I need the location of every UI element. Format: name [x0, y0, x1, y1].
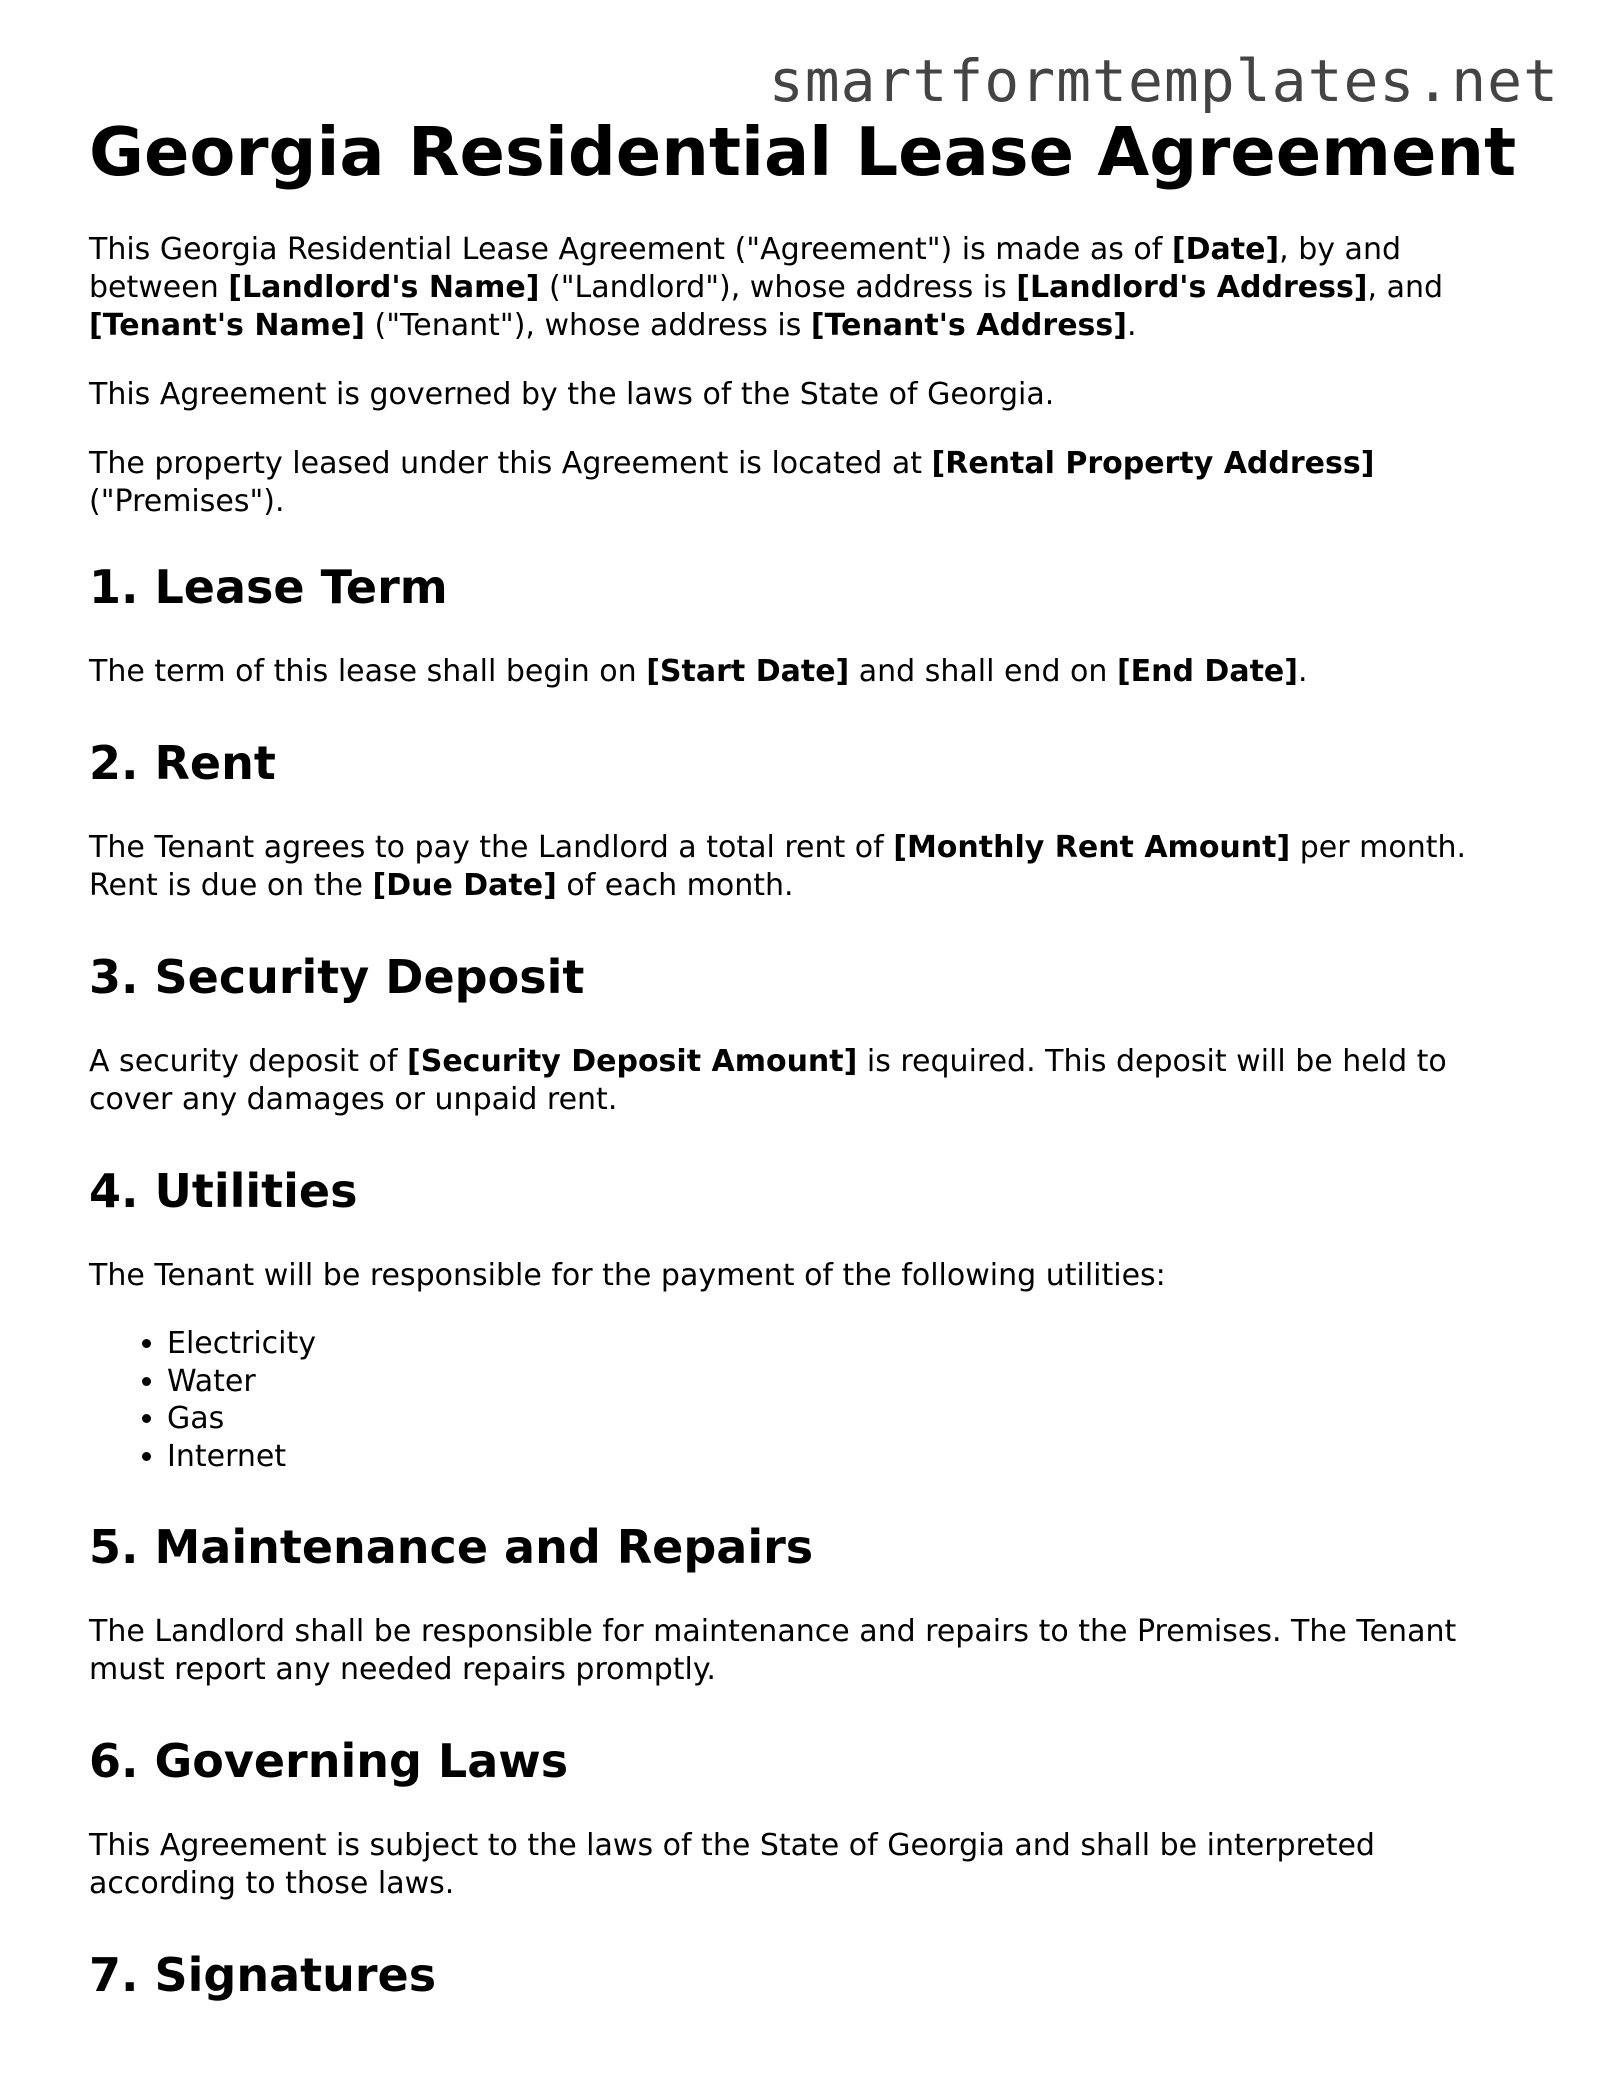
rental-address-placeholder: [Rental Property Address] — [931, 446, 1375, 481]
lease-term-text-2: and shall end on — [849, 654, 1117, 689]
lease-term-text-3: . — [1297, 654, 1308, 689]
deposit-text-1: A security deposit of — [89, 1044, 407, 1079]
intro-text-5: ("Tenant"), whose address is — [365, 308, 811, 343]
rent-heading: 2. Rent — [89, 736, 276, 790]
intro-text-4: , and — [1367, 270, 1444, 305]
utilities-paragraph: The Tenant will be responsible for the payment of the following utilities: — [89, 1258, 1166, 1293]
lease-term-paragraph — [89, 653, 1529, 691]
tenant-address-placeholder: [Tenant's Address] — [810, 308, 1127, 343]
list-item: • Electricity — [167, 1325, 1529, 1363]
list-item: • Internet — [167, 1438, 1529, 1476]
rent-text-3: of each month. — [556, 868, 794, 903]
landlord-address-placeholder: [Landlord's Address] — [1016, 270, 1368, 305]
deposit-text-2: is required. This deposit will be held to cover any damages or unpaid rent. — [89, 1044, 1447, 1117]
deposit-amount-placeholder: [Security Deposit Amount] — [407, 1044, 858, 1079]
document-title: Georgia Residential Lease Agreement — [89, 113, 1517, 191]
date-placeholder: [Date] — [1171, 232, 1280, 267]
utilities-heading: 4. Utilities — [89, 1164, 358, 1218]
maintenance-heading: 5. Maintenance and Repairs — [89, 1520, 814, 1574]
premises-text-1: The property leased under this Agreement is located at — [89, 446, 932, 481]
rent-text-1: The Tenant agrees to pay the Landlord a total rent of — [89, 830, 894, 865]
utilities-list — [89, 1325, 1529, 1475]
intro-paragraph — [89, 231, 1529, 345]
premises-paragraph — [89, 445, 1529, 521]
security-deposit-paragraph — [89, 1043, 1529, 1119]
lease-term-text-1: The term of this lease shall begin on — [89, 654, 647, 689]
site-watermark: smartformtemplates.net — [768, 47, 1559, 115]
intro-text-1: This Georgia Residential Lease Agreement ("Agreement") is made as of — [89, 232, 1172, 267]
lease-term-heading: 1. Lease Term — [89, 560, 448, 614]
list-item: • Water — [167, 1363, 1529, 1401]
list-item: • Gas — [167, 1400, 1529, 1438]
governed-paragraph: This Agreement is governed by the laws of the State of Georgia. — [89, 377, 1055, 412]
rent-text-2: per month. Rent is due on the — [89, 830, 1467, 903]
rent-amount-placeholder: [Monthly Rent Amount] — [893, 830, 1291, 865]
maintenance-paragraph: The Landlord shall be responsible for maintenance and repairs to the Premises. The Tenant must report any needed repairs promptly. — [89, 1614, 1457, 1687]
due-date-placeholder: [Due Date] — [372, 868, 557, 903]
landlord-name-placeholder: [Landlord's Name] — [228, 270, 540, 305]
rent-paragraph — [89, 829, 1529, 905]
tenant-name-placeholder: [Tenant's Name] — [89, 308, 365, 343]
start-date-placeholder: [Start Date] — [646, 654, 850, 689]
signatures-heading: 7. Signatures — [89, 1948, 437, 2002]
document-page — [89, 108, 1529, 2005]
governing-laws-paragraph: This Agreement is subject to the laws of the State of Georgia and shall be interpreted according to those laws. — [89, 1828, 1375, 1901]
governing-laws-heading: 6. Governing Laws — [89, 1734, 569, 1788]
intro-text-6: . — [1126, 308, 1137, 343]
premises-text-2: ("Premises"). — [89, 484, 285, 519]
intro-text-2: , by and between — [89, 232, 1402, 305]
end-date-placeholder: [End Date] — [1116, 654, 1298, 689]
security-deposit-heading: 3. Security Deposit — [89, 950, 585, 1004]
intro-text-3: ("Landlord"), whose address is — [539, 270, 1017, 305]
